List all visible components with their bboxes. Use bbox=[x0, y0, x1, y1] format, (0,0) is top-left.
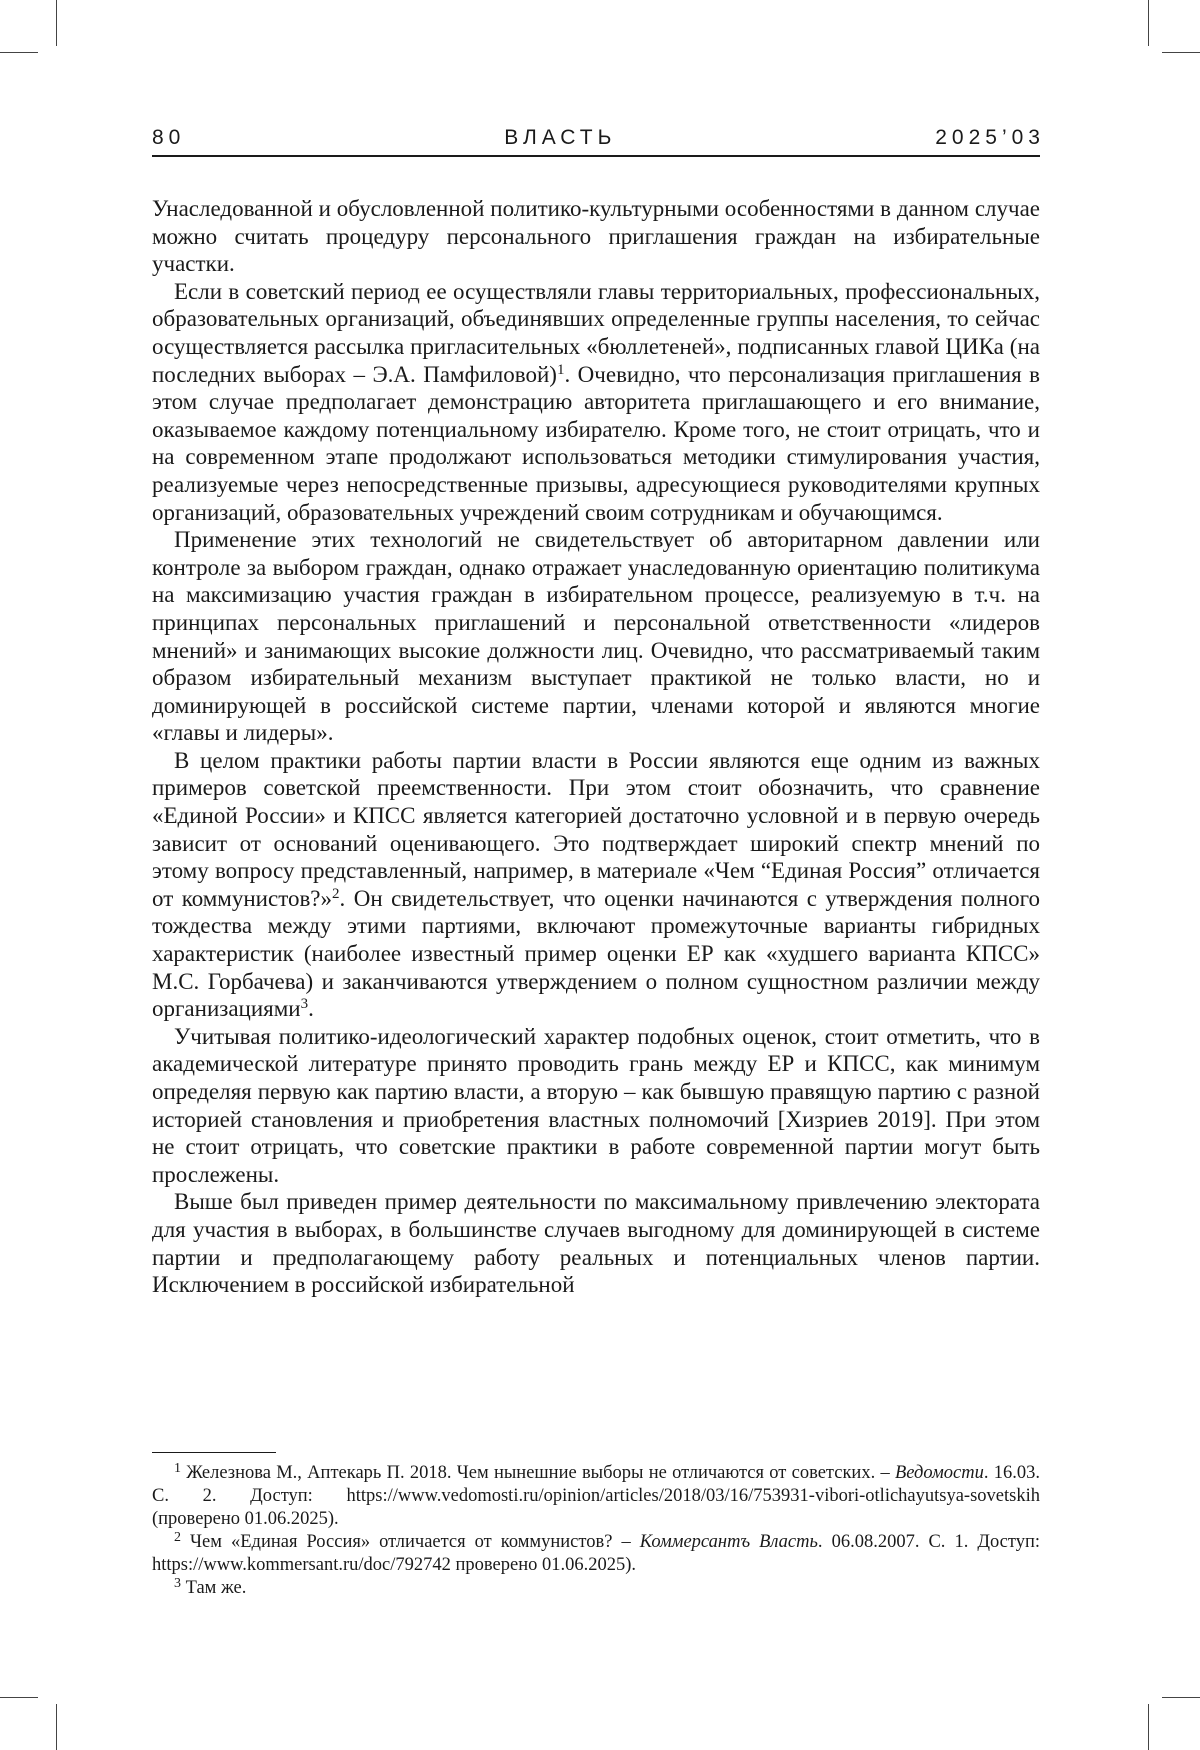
footnote-1-source: Ведомости bbox=[895, 1463, 984, 1483]
crop-mark-top-left bbox=[56, 0, 57, 46]
paragraph-3: Применение этих технологий не свидетельствует об авторитарном давлении или контроле за выбором граждан, однако отражает унаследованную ориентацию политикума на максимизацию участия граждан в избирательном процессе, реализуемую в т.ч. на принципах персональных приглашений и персональной ответственности «лидеров мнений» и занимающих высокие должности лиц. Очевидно, что рассматриваемый таким образом избирательный механизм выступает практикой не только власти, но и доминирующей в российской системе партии, членами которой и являются многие «главы и лидеры». bbox=[152, 526, 1040, 747]
crop-mark-top-left-h bbox=[0, 52, 38, 53]
crop-mark-top-right-h bbox=[1162, 52, 1200, 53]
paragraph-2: Если в советский период ее осуществляли главы территориальных, профессиональных, образовательных организаций, объединявших определенные группы населения, то сейчас осуществляется рассылка пригласительных «бюллетеней», подписанных главой ЦИКа (на последних выборах – Э.А. Памфиловой)1. Очевидно, что персонализация приглашения в этом случае предполагает демонстрацию авторитета приглашающего и его внимание, оказываемое каждому потенциальному избирателю. Кроме того, не стоит отрицать, что и на современном этапе продолжают использоваться методики стимулирования участия, реализуемые через непосредственные призывы, адресующиеся руководителями крупных организаций, образовательных учреждений своим сотрудникам и обучающимся. bbox=[152, 278, 1040, 526]
footnote-3: 3 Там же. bbox=[152, 1577, 1040, 1600]
page-number: 80 bbox=[152, 125, 185, 151]
footnote-ref-1[interactable]: 1 bbox=[557, 362, 565, 378]
footnote-2: 2 Чем «Единая Россия» отличается от коммунистов? – Коммерсантъ Власть. 06.08.2007. С. 1. Доступ: https://www.kommersant.ru/doc/792742 проверено 01.06.2025). bbox=[152, 1531, 1040, 1577]
running-head bbox=[152, 125, 1040, 157]
footnotes bbox=[152, 1462, 1040, 1600]
crop-mark-bottom-right-h bbox=[1162, 1697, 1200, 1698]
paragraph-1: Унаследованной и обусловленной политико-культурными особенностями в данном случае можно считать процедуру персонального приглашения граждан на избирательные участки. bbox=[152, 195, 1040, 278]
crop-mark-bottom-left bbox=[56, 1704, 57, 1750]
issue-number: 2025’03 bbox=[935, 125, 1045, 151]
footnote-separator bbox=[152, 1452, 276, 1453]
paragraph-5: Учитывая политико-идеологический характер подобных оценок, стоит отметить, что в академической литературе принято проводить грань между ЕР и КПСС, как минимум определяя первую как партию власти, а вторую – как бывшую правящую партию с разной историей становления и приобретения властных полномочий [Хизриев 2019]. При этом не стоит отрицать, что советские практики в работе современной партии могут быть прослежены. bbox=[152, 1023, 1040, 1189]
paragraph-4: В целом практики работы партии власти в России являются еще одним из важных примеров советской преемственности. При этом стоит обозначить, что сравнение «Единой России» и КПСС является категорией достаточно условной и в первую очередь зависит от оснований оценивающего. Это подтверждает широкий спектр мнений по этому вопросу представленный, например, в материале «Чем “Единая Россия” отличается от коммунистов?»2. Он свидетельствует, что оценки начинаются с утверждения полного тождества между этими партиями, включают промежуточные варианты гибридных характеристик (наиболее известный пример оценки ЕР как «худшего варианта КПСС» М.С. Горбачева) и заканчиваются утверждением о полном сущностном различии между организациями3. bbox=[152, 747, 1040, 1023]
footnote-1: 1 Железнова М., Аптекарь П. 2018. Чем нынешние выборы не отличаются от советских. – Ведомости. 16.03. С. 2. Доступ: https://www.vedomosti.ru/opinion/articles/2018/03/16/753931-vibori-otlichayutsya-sovetskih (проверено 01.06.2025). bbox=[152, 1462, 1040, 1531]
footnote-ref-3[interactable]: 3 bbox=[301, 996, 309, 1012]
crop-mark-top-right bbox=[1148, 0, 1149, 46]
footnote-ref-2[interactable]: 2 bbox=[332, 886, 340, 902]
crop-mark-bottom-right bbox=[1148, 1704, 1149, 1750]
body-text bbox=[152, 195, 1040, 1299]
paragraph-6: Выше был приведен пример деятельности по максимальному привлечению электората для участия в выборах, в большинстве случаев выгодному для доминирующей в системе партии и предполагающему работу реальных и потенциальных членов партии. Исключением в российской избирательной bbox=[152, 1188, 1040, 1298]
footnote-2-source: Коммерсантъ Власть bbox=[640, 1532, 818, 1552]
journal-title: ВЛАСТЬ bbox=[504, 125, 616, 151]
page bbox=[152, 125, 1040, 1299]
crop-mark-bottom-left-h bbox=[0, 1697, 38, 1698]
